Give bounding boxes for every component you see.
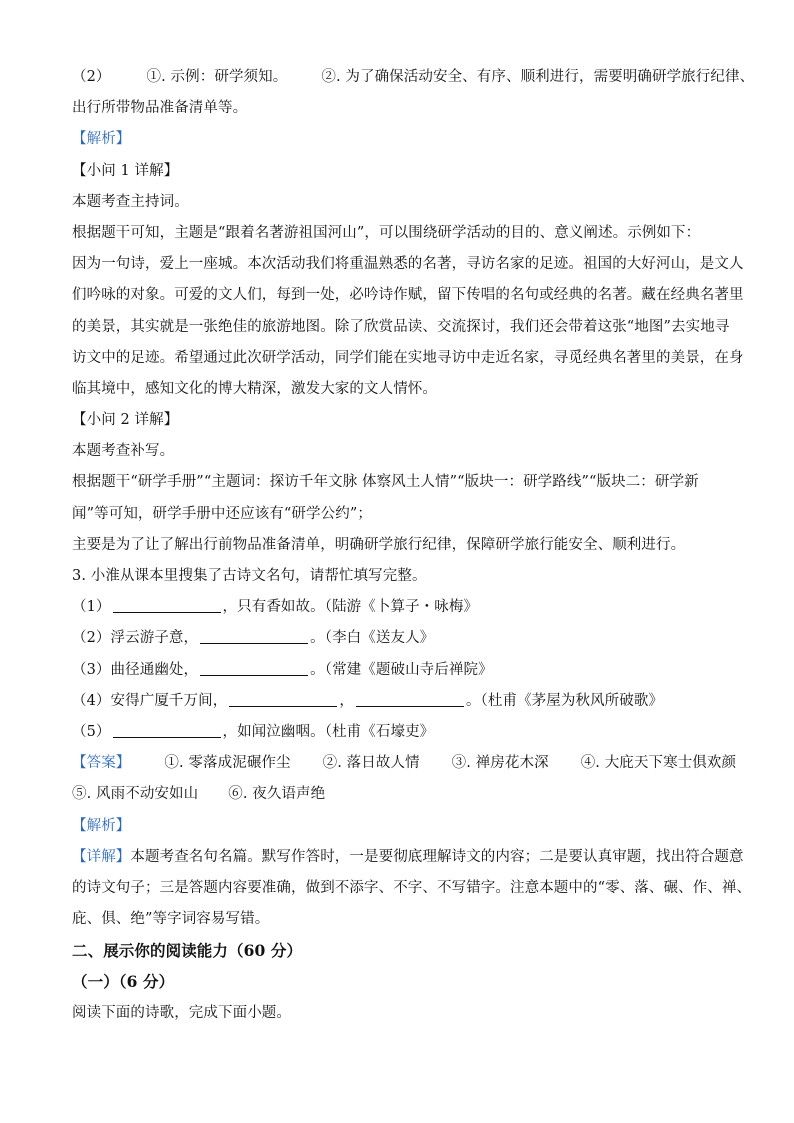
- section-heading: 二、展示你的阅读能力（60 分）: [72, 941, 303, 961]
- q2-prefix: （2）: [72, 69, 111, 85]
- q3-item-text: ，如闻泣幽咽。（杜甫《石壕吏》: [222, 723, 435, 740]
- detail-line-2: 的诗文句子；三是答题内容要准确，做到不添字、不字、不写错字。注意本题中的“零、落、碾、作、禅、: [72, 879, 752, 896]
- fill-blank: [113, 598, 221, 613]
- sub-question-1-title: 【小问 1 详解】: [72, 162, 179, 179]
- q3-item-4: [72, 686, 724, 717]
- fill-blank: [356, 692, 464, 707]
- document-page: [72, 62, 755, 1029]
- q3-item-1: [72, 592, 724, 623]
- question-3-stem: 3. 小淮从课本里搜集了古诗文名句，请帮忙填写完整。: [72, 568, 427, 584]
- q3-item-prefix: （2）浮云游子意，: [72, 630, 199, 647]
- sub1-line: 根据题干可知，主题是“跟着名著游祖国河山”，可以围绕研学活动的目的、意义阐述。示例如下：: [72, 224, 701, 241]
- q3-item-5: [72, 717, 724, 748]
- sub2-line: 主要是为了让了解出行前物品准备清单，明确研学旅行纪律，保障研学旅行能安全、顺利进行。: [72, 536, 686, 553]
- answer-5: ⑤. 风雨不动安如山: [72, 786, 199, 803]
- fill-blank: [200, 629, 308, 644]
- answer-3: ③. 禅房花木深: [451, 755, 549, 772]
- sub2-line: 本题考查补写。: [72, 443, 175, 460]
- sub1-line: 因为一句诗，爱上一座城。本次活动我们将重温熟悉的名著，寻访名家的足迹。祖国的大好河山，是文人: [72, 256, 744, 273]
- fill-blank: [200, 661, 308, 676]
- q3-item-prefix: （1）: [72, 599, 111, 616]
- q3-item-text: 。（杜甫《茅屋为秋风所破歌》: [465, 692, 664, 709]
- q2-answer-line: [72, 62, 755, 93]
- answer-line-1: [72, 748, 737, 779]
- answer-line-2: [72, 779, 724, 810]
- q3-item-prefix: （3）曲径通幽处，: [72, 661, 199, 678]
- part-heading: （一）（6 分）: [72, 972, 175, 992]
- answer-6: ⑥. 夜久语声绝: [228, 786, 326, 803]
- sub1-line: 临其境中，感知文化的博大精深，激发大家的文人情怀。: [72, 380, 437, 397]
- q3-item-separator: ，: [339, 692, 354, 709]
- sub1-line: 访文中的足迹。希望通过此次研学活动，同学们能在实地寻访中走近名家，寻觅经典名著里的美景，在身: [72, 349, 744, 366]
- answer-2: ②. 落日故人情: [322, 755, 420, 772]
- q2-option-1: ①. 示例：研学须知。: [146, 69, 288, 85]
- q3-item-text: ，只有香如故。（陆游《卜算子・咏梅》: [222, 599, 479, 616]
- answer-4: ④. 大庇天下寒士俱欢颜: [580, 755, 737, 772]
- detail-text: 本题考查名句名篇。默写作答时，一是要彻底理解诗文的内容；二是要认真审题，找出符合题意: [130, 848, 744, 865]
- fill-blank: [113, 723, 221, 738]
- q3-item-prefix: （5）: [72, 723, 111, 740]
- detail-tag: 【详解】: [72, 848, 131, 865]
- sub1-line: 本题考查主持词。: [72, 193, 189, 210]
- q3-item-prefix: （4）安得广厦千万间，: [72, 692, 228, 709]
- detail-line-1: [72, 842, 744, 873]
- analysis-heading-2: 【解析】: [72, 817, 131, 834]
- sub2-line: 根据题干“研学手册”“主题词：探访千年文脉 体察风土人情”“版块一：研学路线”“版块二：研学新: [72, 474, 699, 491]
- q3-item-3: [72, 655, 724, 686]
- sub-question-2-title: 【小问 2 详解】: [72, 412, 179, 429]
- answer-tag: 【答案】: [72, 755, 131, 772]
- sub2-line: 闻”等可知，研学手册中还应该有“研学公约”；: [72, 505, 372, 522]
- q3-item-text: 。（李白《送友人》: [310, 630, 435, 647]
- q2-option-2: ②. 为了确保活动安全、有序、顺利进行，需要明确研学旅行纪律、: [321, 69, 755, 85]
- sub1-line: 的美景，其实就是一张绝佳的旅游地图。除了欣赏品读、交流探讨，我们还会带着这张“地图”去实地寻: [72, 318, 730, 335]
- detail-line-3: 庇、俱、绝”等字词容易写错。: [72, 911, 270, 928]
- answer-1: ①. 零落成泥碾作尘: [164, 755, 291, 772]
- q2-answer-continuation: 出行所带物品准备清单等。: [72, 100, 248, 117]
- instruction-text: 阅读下面的诗歌，完成下面小题。: [72, 1004, 291, 1021]
- q3-item-text: 。（常建《题破山寺后禅院》: [310, 661, 493, 678]
- fill-blank: [229, 692, 337, 707]
- analysis-heading-1: 【解析】: [72, 131, 131, 148]
- q3-item-2: [72, 623, 724, 654]
- sub1-line: 们吟咏的对象。可爱的文人们，每到一处，必吟诗作赋，留下传唱的名句或经典的名著。藏在经典名著里: [72, 287, 744, 304]
